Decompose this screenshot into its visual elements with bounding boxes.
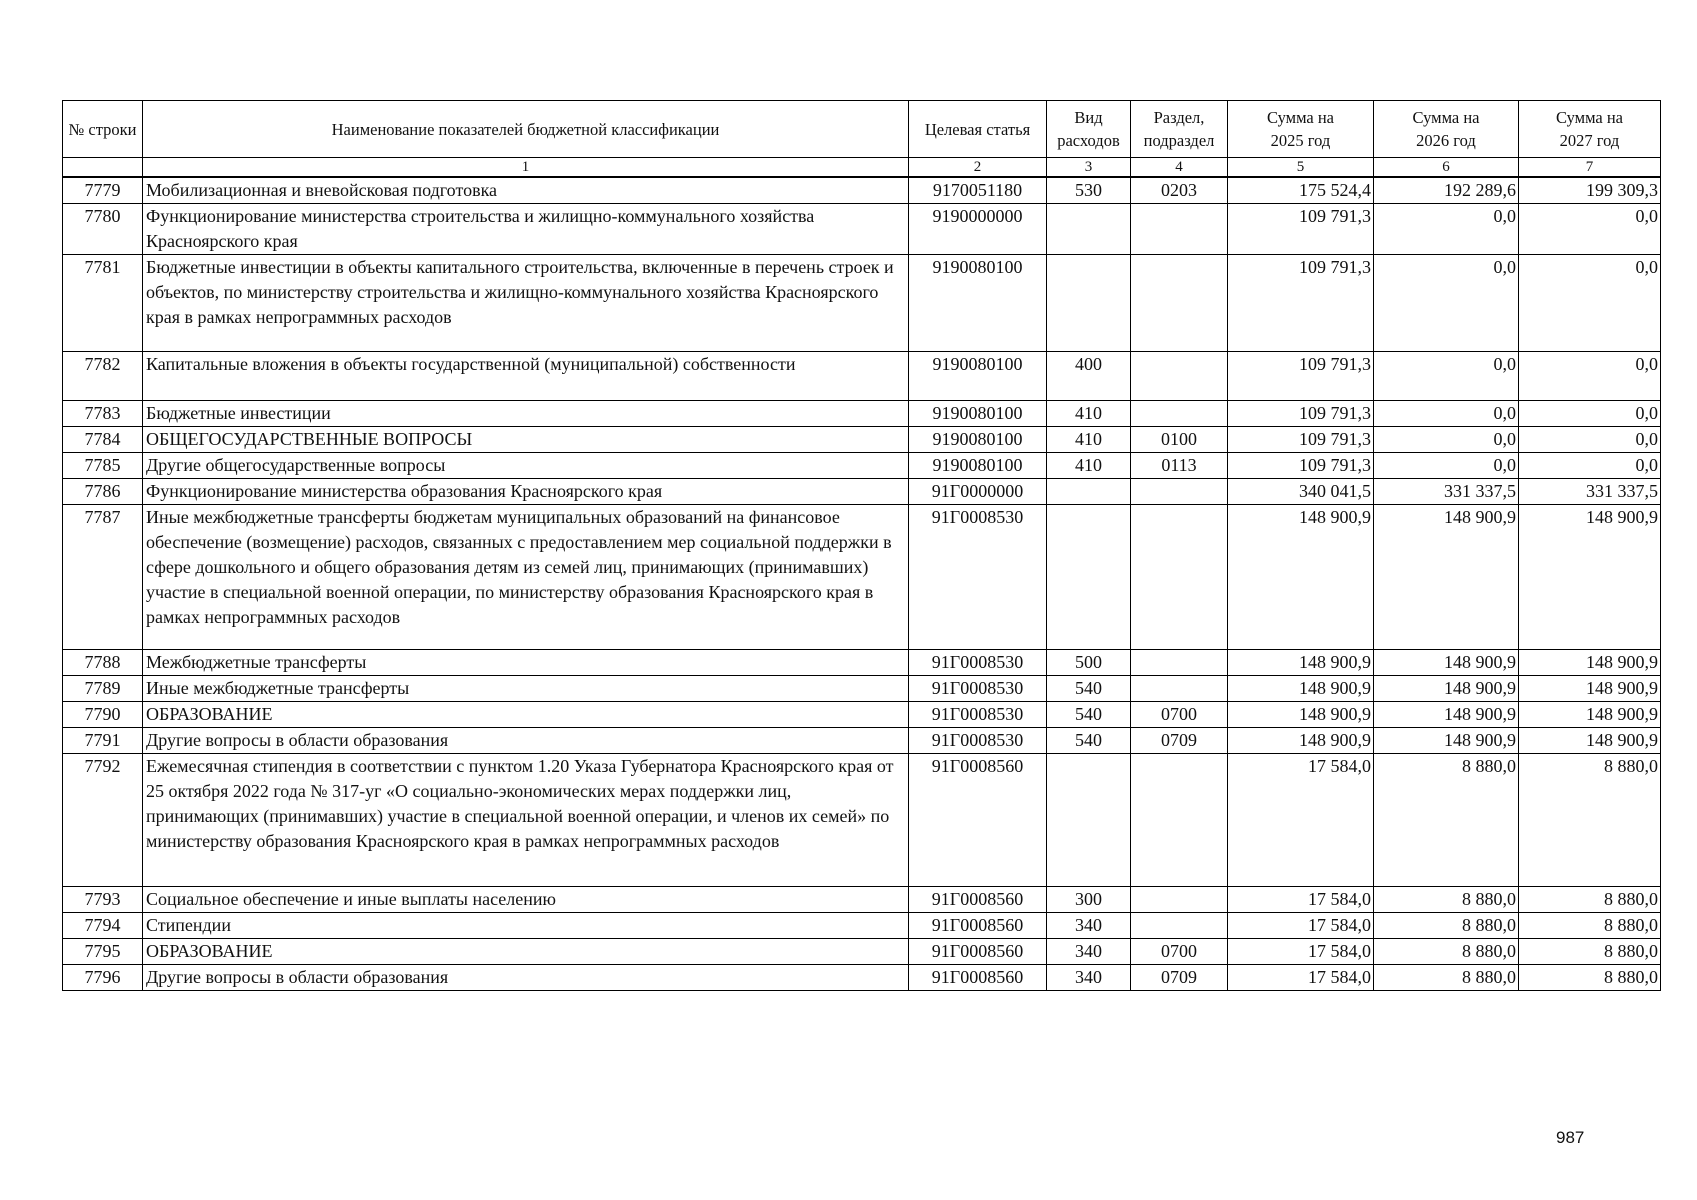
- expense-type-cell: 300: [1047, 887, 1131, 913]
- row-number-cell: 7781: [63, 255, 143, 352]
- section-cell: 0700: [1131, 702, 1228, 728]
- target-article-cell: 91Г0008530: [909, 702, 1047, 728]
- column-number: 3: [1047, 158, 1131, 178]
- sum-2025-cell: 148 900,9: [1228, 650, 1374, 676]
- table-row: [63, 505, 1661, 650]
- indicator-name-cell: ОБРАЗОВАНИЕ: [143, 939, 909, 965]
- section-cell: [1131, 401, 1228, 427]
- table-row: [63, 965, 1661, 991]
- row-number-cell: 7790: [63, 702, 143, 728]
- section-cell: 0203: [1131, 177, 1228, 204]
- target-article-cell: 91Г0008560: [909, 887, 1047, 913]
- sum-2027-cell: 0,0: [1519, 352, 1661, 401]
- sum-2026-cell: 0,0: [1374, 255, 1519, 352]
- indicator-name-cell: ОБЩЕГОСУДАРСТВЕННЫЕ ВОПРОСЫ: [143, 427, 909, 453]
- sum-2027-cell: 148 900,9: [1519, 728, 1661, 754]
- sum-2027-cell: 331 337,5: [1519, 479, 1661, 505]
- header-row: [63, 101, 1661, 158]
- sum-2027-cell: 8 880,0: [1519, 754, 1661, 887]
- sum-2025-cell: 340 041,5: [1228, 479, 1374, 505]
- sum-2027-cell: 0,0: [1519, 427, 1661, 453]
- header-section: Раздел, подраздел: [1131, 101, 1228, 158]
- target-article-cell: 9190080100: [909, 352, 1047, 401]
- expense-type-cell: 540: [1047, 702, 1131, 728]
- table-row: [63, 427, 1661, 453]
- row-number-cell: 7793: [63, 887, 143, 913]
- expense-type-cell: 500: [1047, 650, 1131, 676]
- table-row: [63, 913, 1661, 939]
- sum-2025-cell: 17 584,0: [1228, 887, 1374, 913]
- indicator-name-cell: Иные межбюджетные трансферты: [143, 676, 909, 702]
- expense-type-cell: 400: [1047, 352, 1131, 401]
- row-number-cell: 7785: [63, 453, 143, 479]
- target-article-cell: 91Г0000000: [909, 479, 1047, 505]
- sum-2026-cell: 8 880,0: [1374, 965, 1519, 991]
- sum-2027-cell: 8 880,0: [1519, 939, 1661, 965]
- section-cell: [1131, 255, 1228, 352]
- expense-type-cell: 340: [1047, 939, 1131, 965]
- expense-type-cell: 410: [1047, 453, 1131, 479]
- table-row: [63, 650, 1661, 676]
- section-cell: [1131, 913, 1228, 939]
- indicator-name-cell: ОБРАЗОВАНИЕ: [143, 702, 909, 728]
- indicator-name-cell: Межбюджетные трансферты: [143, 650, 909, 676]
- sum-2025-cell: 148 900,9: [1228, 676, 1374, 702]
- sum-2026-cell: 192 289,6: [1374, 177, 1519, 204]
- indicator-name-cell: Другие общегосударственные вопросы: [143, 453, 909, 479]
- row-number-cell: 7792: [63, 754, 143, 887]
- expense-type-cell: 540: [1047, 728, 1131, 754]
- expense-type-cell: [1047, 505, 1131, 650]
- row-number-cell: 7791: [63, 728, 143, 754]
- table-row: [63, 401, 1661, 427]
- column-number-blank: [63, 158, 143, 178]
- column-number: 4: [1131, 158, 1228, 178]
- sum-2026-cell: 0,0: [1374, 453, 1519, 479]
- target-article-cell: 91Г0008560: [909, 965, 1047, 991]
- target-article-cell: 9190080100: [909, 255, 1047, 352]
- page-number: 987: [1556, 1128, 1585, 1147]
- sum-2027-cell: 148 900,9: [1519, 505, 1661, 650]
- indicator-name-cell: Мобилизационная и вневойсковая подготовка: [143, 177, 909, 204]
- indicator-name-cell: Капитальные вложения в объекты государственной (муниципальной) собственности: [143, 352, 909, 401]
- sum-2025-cell: 17 584,0: [1228, 754, 1374, 887]
- table-row: [63, 702, 1661, 728]
- table-row: [63, 939, 1661, 965]
- target-article-cell: 91Г0008530: [909, 728, 1047, 754]
- target-article-cell: 9190080100: [909, 453, 1047, 479]
- header-row-number: № строки: [63, 101, 143, 158]
- table-row: [63, 754, 1661, 887]
- indicator-name-cell: Социальное обеспечение и иные выплаты населению: [143, 887, 909, 913]
- sum-2026-cell: 148 900,9: [1374, 676, 1519, 702]
- section-cell: [1131, 650, 1228, 676]
- target-article-cell: 91Г0008560: [909, 913, 1047, 939]
- row-number-cell: 7780: [63, 204, 143, 255]
- sum-2025-cell: 148 900,9: [1228, 728, 1374, 754]
- row-number-cell: 7782: [63, 352, 143, 401]
- table-row: [63, 255, 1661, 352]
- target-article-cell: 9190080100: [909, 401, 1047, 427]
- table-row: [63, 676, 1661, 702]
- column-number-row: [63, 158, 1661, 178]
- sum-2025-cell: 17 584,0: [1228, 913, 1374, 939]
- column-number: 7: [1519, 158, 1661, 178]
- header-sum-2025: Сумма на 2025 год: [1228, 101, 1374, 158]
- column-number: 6: [1374, 158, 1519, 178]
- sum-2025-cell: 148 900,9: [1228, 505, 1374, 650]
- section-cell: 0100: [1131, 427, 1228, 453]
- table-row: [63, 728, 1661, 754]
- sum-2025-cell: 109 791,3: [1228, 427, 1374, 453]
- row-number-cell: 7789: [63, 676, 143, 702]
- sum-2025-cell: 109 791,3: [1228, 453, 1374, 479]
- target-article-cell: 91Г0008560: [909, 939, 1047, 965]
- sum-2026-cell: 8 880,0: [1374, 887, 1519, 913]
- sum-2026-cell: 0,0: [1374, 204, 1519, 255]
- sum-2026-cell: 0,0: [1374, 352, 1519, 401]
- sum-2027-cell: 0,0: [1519, 401, 1661, 427]
- expense-type-cell: [1047, 754, 1131, 887]
- sum-2025-cell: 109 791,3: [1228, 352, 1374, 401]
- sum-2026-cell: 8 880,0: [1374, 913, 1519, 939]
- table-row: [63, 887, 1661, 913]
- header-name: Наименование показателей бюджетной классификации: [143, 101, 909, 158]
- row-number-cell: 7786: [63, 479, 143, 505]
- section-cell: [1131, 479, 1228, 505]
- section-cell: 0709: [1131, 728, 1228, 754]
- sum-2026-cell: 148 900,9: [1374, 702, 1519, 728]
- sum-2025-cell: 109 791,3: [1228, 204, 1374, 255]
- sum-2025-cell: 175 524,4: [1228, 177, 1374, 204]
- row-number-cell: 7783: [63, 401, 143, 427]
- header-sum-2026: Сумма на 2026 год: [1374, 101, 1519, 158]
- sum-2026-cell: 331 337,5: [1374, 479, 1519, 505]
- sum-2026-cell: 0,0: [1374, 401, 1519, 427]
- section-cell: [1131, 204, 1228, 255]
- indicator-name-cell: Другие вопросы в области образования: [143, 728, 909, 754]
- section-cell: [1131, 887, 1228, 913]
- row-number-cell: 7794: [63, 913, 143, 939]
- sum-2025-cell: 17 584,0: [1228, 939, 1374, 965]
- sum-2026-cell: 148 900,9: [1374, 650, 1519, 676]
- indicator-name-cell: Функционирование министерства строительства и жилищно-коммунального хозяйства Красноярского края: [143, 204, 909, 255]
- sum-2026-cell: 148 900,9: [1374, 505, 1519, 650]
- row-number-cell: 7779: [63, 177, 143, 204]
- expense-type-cell: 540: [1047, 676, 1131, 702]
- expense-type-cell: 410: [1047, 427, 1131, 453]
- target-article-cell: 91Г0008560: [909, 754, 1047, 887]
- section-cell: [1131, 505, 1228, 650]
- row-number-cell: 7796: [63, 965, 143, 991]
- sum-2026-cell: 8 880,0: [1374, 754, 1519, 887]
- expense-type-cell: 410: [1047, 401, 1131, 427]
- section-cell: 0709: [1131, 965, 1228, 991]
- table-row: [63, 204, 1661, 255]
- section-cell: [1131, 676, 1228, 702]
- sum-2027-cell: 8 880,0: [1519, 887, 1661, 913]
- section-cell: 0700: [1131, 939, 1228, 965]
- sum-2027-cell: 0,0: [1519, 255, 1661, 352]
- sum-2027-cell: 199 309,3: [1519, 177, 1661, 204]
- sum-2027-cell: 0,0: [1519, 453, 1661, 479]
- header-expense-type: Вид расходов: [1047, 101, 1131, 158]
- expense-type-cell: 530: [1047, 177, 1131, 204]
- target-article-cell: 9190000000: [909, 204, 1047, 255]
- row-number-cell: 7795: [63, 939, 143, 965]
- table-row: [63, 453, 1661, 479]
- indicator-name-cell: Иные межбюджетные трансферты бюджетам муниципальных образований на финансовое обеспечение (возмещение) расходов, связанных с предоставлением мер социальной поддержки в сфере дошкольного и общего образования детям из семей лиц, принимающих (принимавших) участие в специальной военной операции, по министерству образования Красноярского края в рамках непрограммных расходов: [143, 505, 909, 650]
- target-article-cell: 9170051180: [909, 177, 1047, 204]
- sum-2025-cell: 109 791,3: [1228, 255, 1374, 352]
- target-article-cell: 91Г0008530: [909, 676, 1047, 702]
- row-number-cell: 7787: [63, 505, 143, 650]
- sum-2025-cell: 148 900,9: [1228, 702, 1374, 728]
- indicator-name-cell: Бюджетные инвестиции в объекты капитального строительства, включенные в перечень строек и объектов, по министерству строительства и жилищно-коммунального хозяйства Красноярского края в рамках непрограммных расходов: [143, 255, 909, 352]
- column-number: 1: [143, 158, 909, 178]
- sum-2026-cell: 148 900,9: [1374, 728, 1519, 754]
- target-article-cell: 91Г0008530: [909, 650, 1047, 676]
- header-sum-2027: Сумма на 2027 год: [1519, 101, 1661, 158]
- column-number: 2: [909, 158, 1047, 178]
- sum-2026-cell: 0,0: [1374, 427, 1519, 453]
- sum-2027-cell: 148 900,9: [1519, 676, 1661, 702]
- sum-2027-cell: 0,0: [1519, 204, 1661, 255]
- indicator-name-cell: Функционирование министерства образования Красноярского края: [143, 479, 909, 505]
- sum-2025-cell: 17 584,0: [1228, 965, 1374, 991]
- column-number: 5: [1228, 158, 1374, 178]
- sum-2027-cell: 148 900,9: [1519, 650, 1661, 676]
- table-row: [63, 177, 1661, 204]
- table-row: [63, 479, 1661, 505]
- target-article-cell: 9190080100: [909, 427, 1047, 453]
- section-cell: [1131, 352, 1228, 401]
- indicator-name-cell: Стипендии: [143, 913, 909, 939]
- indicator-name-cell: Другие вопросы в области образования: [143, 965, 909, 991]
- row-number-cell: 7784: [63, 427, 143, 453]
- expense-type-cell: [1047, 479, 1131, 505]
- sum-2027-cell: 8 880,0: [1519, 965, 1661, 991]
- budget-table: [62, 100, 1661, 991]
- sum-2027-cell: 8 880,0: [1519, 913, 1661, 939]
- sum-2026-cell: 8 880,0: [1374, 939, 1519, 965]
- expense-type-cell: [1047, 204, 1131, 255]
- row-number-cell: 7788: [63, 650, 143, 676]
- section-cell: 0113: [1131, 453, 1228, 479]
- budget-table-container: [62, 100, 1660, 991]
- header-target-article: Целевая статья: [909, 101, 1047, 158]
- indicator-name-cell: Бюджетные инвестиции: [143, 401, 909, 427]
- target-article-cell: 91Г0008530: [909, 505, 1047, 650]
- expense-type-cell: [1047, 255, 1131, 352]
- sum-2027-cell: 148 900,9: [1519, 702, 1661, 728]
- expense-type-cell: 340: [1047, 913, 1131, 939]
- section-cell: [1131, 754, 1228, 887]
- sum-2025-cell: 109 791,3: [1228, 401, 1374, 427]
- table-row: [63, 352, 1661, 401]
- expense-type-cell: 340: [1047, 965, 1131, 991]
- indicator-name-cell: Ежемесячная стипендия в соответствии с пунктом 1.20 Указа Губернатора Красноярского края от 25 октября 2022 года № 317-уг «О социально-экономических мерах поддержки лиц, принимающих (принимавших) участие в специальной военной операции, и членов их семей» по министерству образования Красноярского края в рамках непрограммных расходов: [143, 754, 909, 887]
